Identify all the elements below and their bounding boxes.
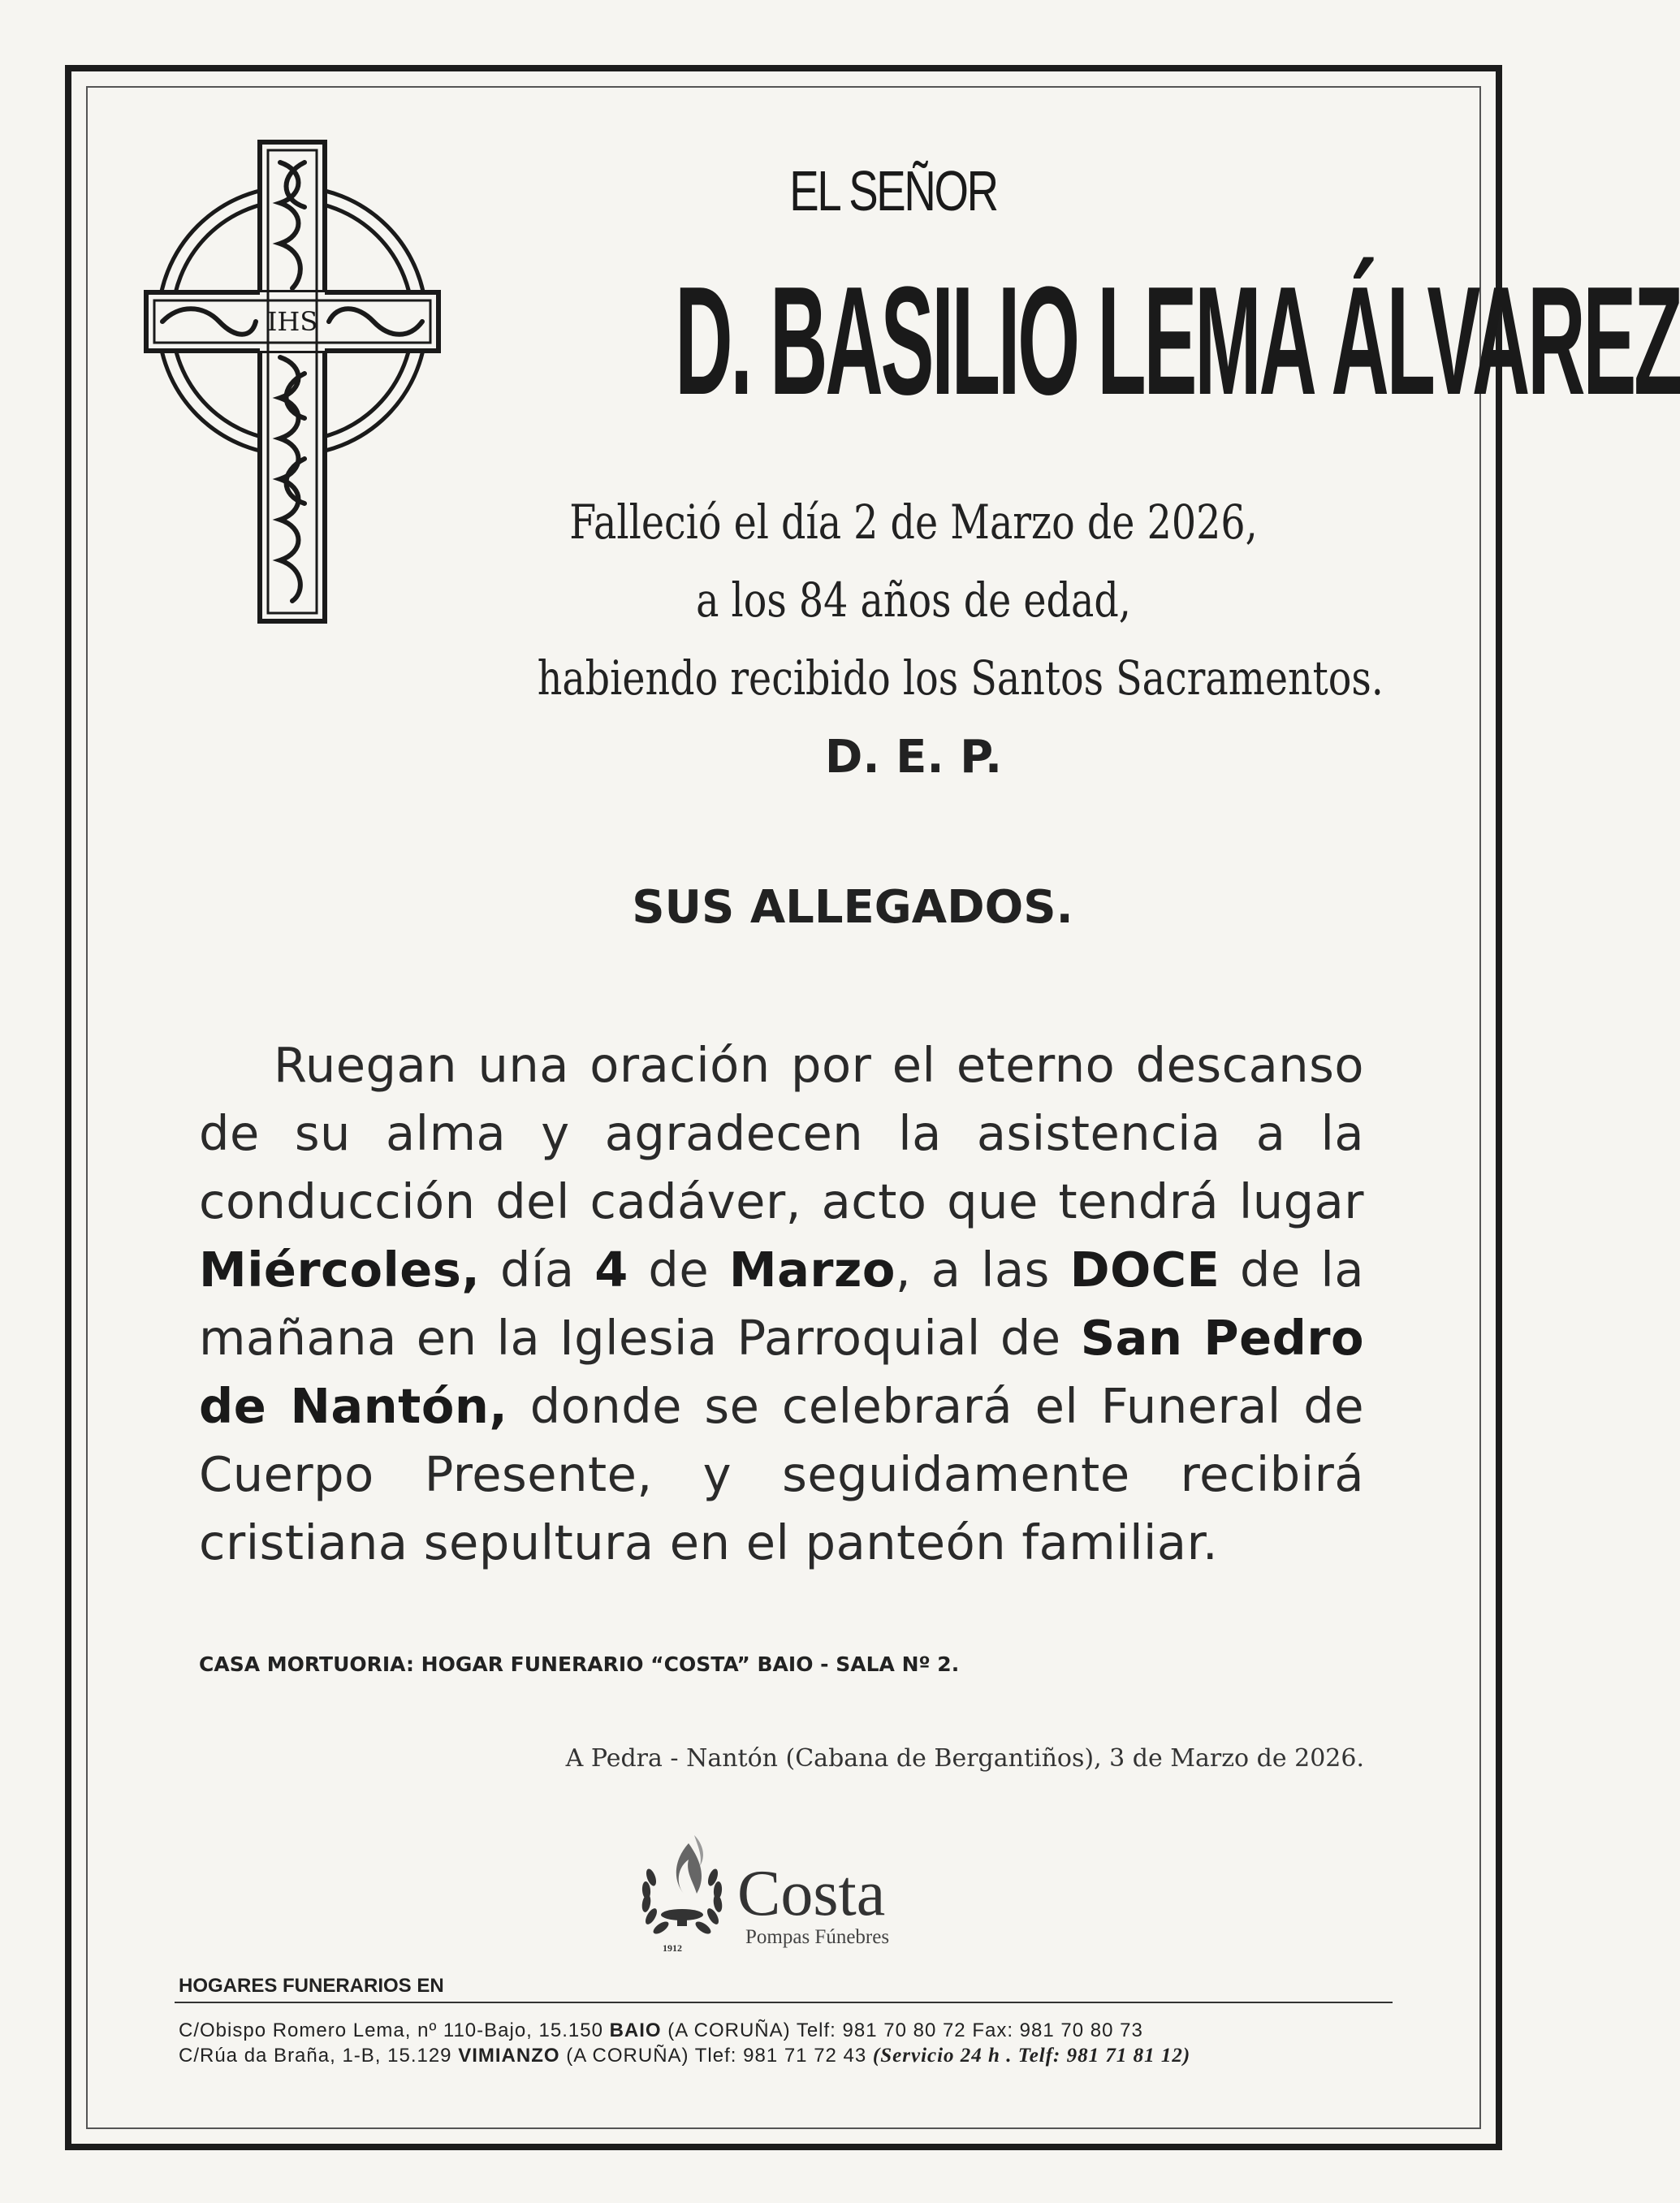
body-church: San Pedro de Nantón,: [199, 1310, 1364, 1434]
body-text-3: de: [628, 1242, 729, 1298]
dep-text: D. E. P.: [824, 731, 1003, 784]
address-vimianzo: [179, 2045, 1397, 2067]
address-baio-street: C/Obispo Romero Lema, nº 110-Bajo, 15.150: [179, 2019, 610, 2041]
body-text-1: Ruegan una oración por el eterno descanso de su alma y agradecen la asistencia a la conducción del cadáver, acto que tendrá lugar: [199, 1037, 1364, 1229]
address-vimianzo-phone: (A CORUÑA) Tlef: 981 71 72 43: [559, 2045, 873, 2067]
celtic-cross-icon: [142, 138, 443, 625]
flame-laurel-icon: [625, 1819, 739, 1965]
body-date-number: 4: [594, 1242, 628, 1298]
death-details: [537, 483, 1384, 717]
body-month: Marzo: [728, 1242, 896, 1298]
funeral-announcement: [199, 1031, 1364, 1577]
service-24h-note: (Servicio 24 h . Telf: 981 71 81 12): [872, 2045, 1191, 2067]
costa-logo: [625, 1819, 950, 1965]
logo-name: Costa: [737, 1858, 886, 1929]
place-and-date: A Pedra - Nantón (Cabana de Bergantiños), 3 de Marzo de 2026.: [565, 1744, 1364, 1773]
address-baio: [179, 2019, 1397, 2042]
age-line: a los 84 años de edad,: [696, 572, 1131, 628]
sacraments-line: habiendo recibido los Santos Sacramentos.: [537, 650, 1384, 706]
logo-year: 1912: [663, 1942, 682, 1954]
footer-divider: [175, 2002, 1393, 2003]
address-baio-city: BAIO: [609, 2019, 662, 2041]
title-el-senor: EL SEÑOR: [789, 159, 997, 222]
body-text-6: donde se celebrará el Funeral de Cuerpo Presente, y seguidamente recibirá cristiana sepultura en el panteón familiar.: [199, 1378, 1365, 1570]
funeral-home-note: CASA MORTUORIA: HOGAR FUNERARIO “COSTA” BAIO - SALA Nº 2.: [199, 1652, 960, 1676]
logo-subtitle: Pompas Fúnebres: [745, 1926, 890, 1948]
body-day: Miércoles,: [199, 1242, 481, 1298]
address-vimianzo-street: C/Rúa da Braña, 1-B, 15.129: [179, 2045, 459, 2067]
mourners-heading: SUS ALLEGADOS.: [632, 881, 1073, 934]
body-text-4: , a las: [895, 1242, 1070, 1298]
svg-text:IHS: IHS: [266, 306, 318, 337]
body-time: DOCE: [1069, 1242, 1220, 1298]
footer-heading: HOGARES FUNERARIOS EN: [179, 1975, 444, 1997]
deceased-name: D. BASILIO LEMA ÁLVAREZ: [675, 255, 1680, 427]
address-baio-phones: (A CORUÑA) Telf: 981 70 80 72 Fax: 981 70 80 73: [661, 2019, 1143, 2041]
address-vimianzo-city: VIMIANZO: [458, 2045, 560, 2067]
death-date-line: Falleció el día 2 de Marzo de 2026,: [569, 495, 1258, 550]
body-text-2: día: [480, 1242, 595, 1298]
body-text-5: de la mañana en la Iglesia Parroquial de: [199, 1242, 1364, 1366]
